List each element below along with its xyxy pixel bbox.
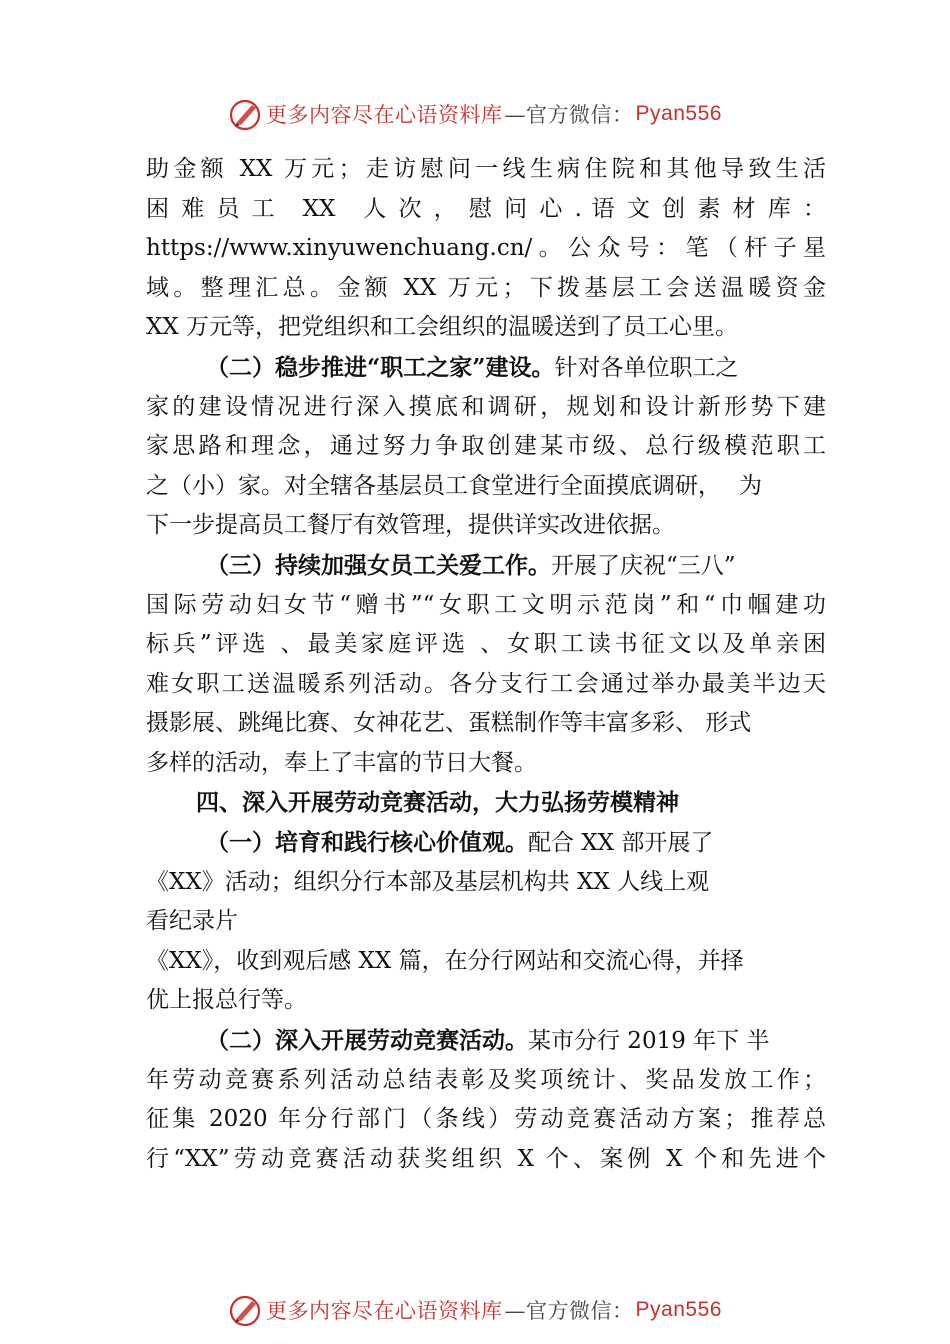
text-line: 下一步提高员工餐厅有效管理，提供详实改进依据。: [146, 512, 675, 539]
pen-logo-icon: [228, 97, 262, 131]
text-line: 困 难 员 工 XX 人 次 ， 慰 问 心 . 语 文 创 素 材 库 ：: [146, 195, 826, 222]
text-run: 某市分行 2019 年下 半: [528, 1028, 770, 1055]
banner-wechat-id: Pyan556: [635, 102, 722, 125]
text-line: [146, 467, 826, 507]
paragraph-heading: （三）持续加强女员工关爱工作。: [206, 551, 551, 579]
paragraph-first-line: [146, 1021, 826, 1061]
header-banner: [0, 94, 950, 134]
pen-logo-icon: [228, 1293, 262, 1327]
banner-wechat-label: —官方微信：: [504, 1299, 634, 1323]
section-heading: 四、深入开展劳动竞赛活动，大力弘扬劳模精神: [196, 789, 679, 816]
banner-wechat-id: Pyan556: [635, 1298, 722, 1321]
banner-text: [266, 1295, 722, 1325]
banner-site-name: 更多内容尽在心语资料库: [266, 1299, 503, 1323]
banner-text: [266, 99, 722, 129]
paragraph-heading: （一）培育和践行核心价值观。: [206, 829, 528, 857]
text-run: 为: [739, 472, 762, 499]
text-line: 《XX》活动；组织分行本部及基层机构共 XX 人线上观: [146, 868, 710, 895]
text-line: 看纪录片: [146, 908, 238, 935]
paragraph-first-line: [146, 546, 826, 586]
text-line: XX 万元等，把党组织和工会组织的温暖送到了员工心里。: [146, 314, 739, 341]
text-line: 国际劳动妇女节“赠书”“女职工文明示范岗”和“巾帼建功: [146, 591, 826, 618]
paragraph-heading: （二）稳步推进“职工之家”建设。: [206, 353, 555, 381]
text-line: 难女职工送温暖系列活动。各分支行工会通过举办最美半边天: [146, 670, 826, 697]
text-line: 域。整理汇总。金额 XX 万元；下拨基层工会送温暖资金: [146, 274, 826, 301]
footer-banner: [0, 1290, 950, 1330]
paragraph-heading: （二）深入开展劳动竞赛活动。: [206, 1027, 528, 1055]
document-body: [146, 150, 826, 1179]
paragraph-first-line: [146, 823, 826, 863]
text-line: 《XX》，收到观后感 XX 篇，在分行网站和交流心得，并择: [146, 947, 744, 974]
text-line: 助金额 XX 万元；走访慰问一线生病住院和其他导致生活: [146, 156, 826, 182]
text-run: 开展了庆祝“三八”: [551, 552, 736, 579]
text-line: 家思路和理念，通过努力争取创建某市级、总行级模范职工: [146, 433, 826, 460]
text-line: https://www.xinyuwenchuang.cn/。公众号：笔（杆子星: [146, 235, 826, 262]
banner-site-name: 更多内容尽在心语资料库: [266, 103, 503, 127]
text-line: 多样的活动，奉上了丰富的节日大餐。: [146, 749, 537, 776]
text-line: 征集 2020 年分行部门（条线）劳动竞赛活动方案；推荐总: [146, 1106, 826, 1133]
paragraph-first-line: [146, 348, 826, 388]
text-line: 摄影展、跳绳比赛、女神花艺、蛋糕制作等丰富多彩、 形式: [146, 710, 752, 737]
text-run: 之（小）家。对全辖各基层员工食堂进行全面摸底调研，: [146, 472, 721, 499]
text-line: 年劳动竞赛系列活动总结表彰及奖项统计、奖品发放工作；: [146, 1066, 826, 1093]
text-run: 针对各单位职工之: [554, 354, 739, 381]
text-line: 行“XX”劳动竞赛活动获奖组织 X 个、案例 X 个和先进个: [146, 1145, 826, 1172]
text-run: 配合 XX 部开展了: [528, 830, 714, 857]
text-line: 家的建设情况进行深入摸底和调研，规划和设计新形势下建: [146, 393, 826, 420]
text-line: 标兵”评选 、最美家庭评选 、女职工读书征文以及单亲困: [146, 631, 826, 658]
banner-wechat-label: —官方微信：: [504, 103, 634, 127]
text-line: 优上报总行等。: [146, 987, 307, 1014]
